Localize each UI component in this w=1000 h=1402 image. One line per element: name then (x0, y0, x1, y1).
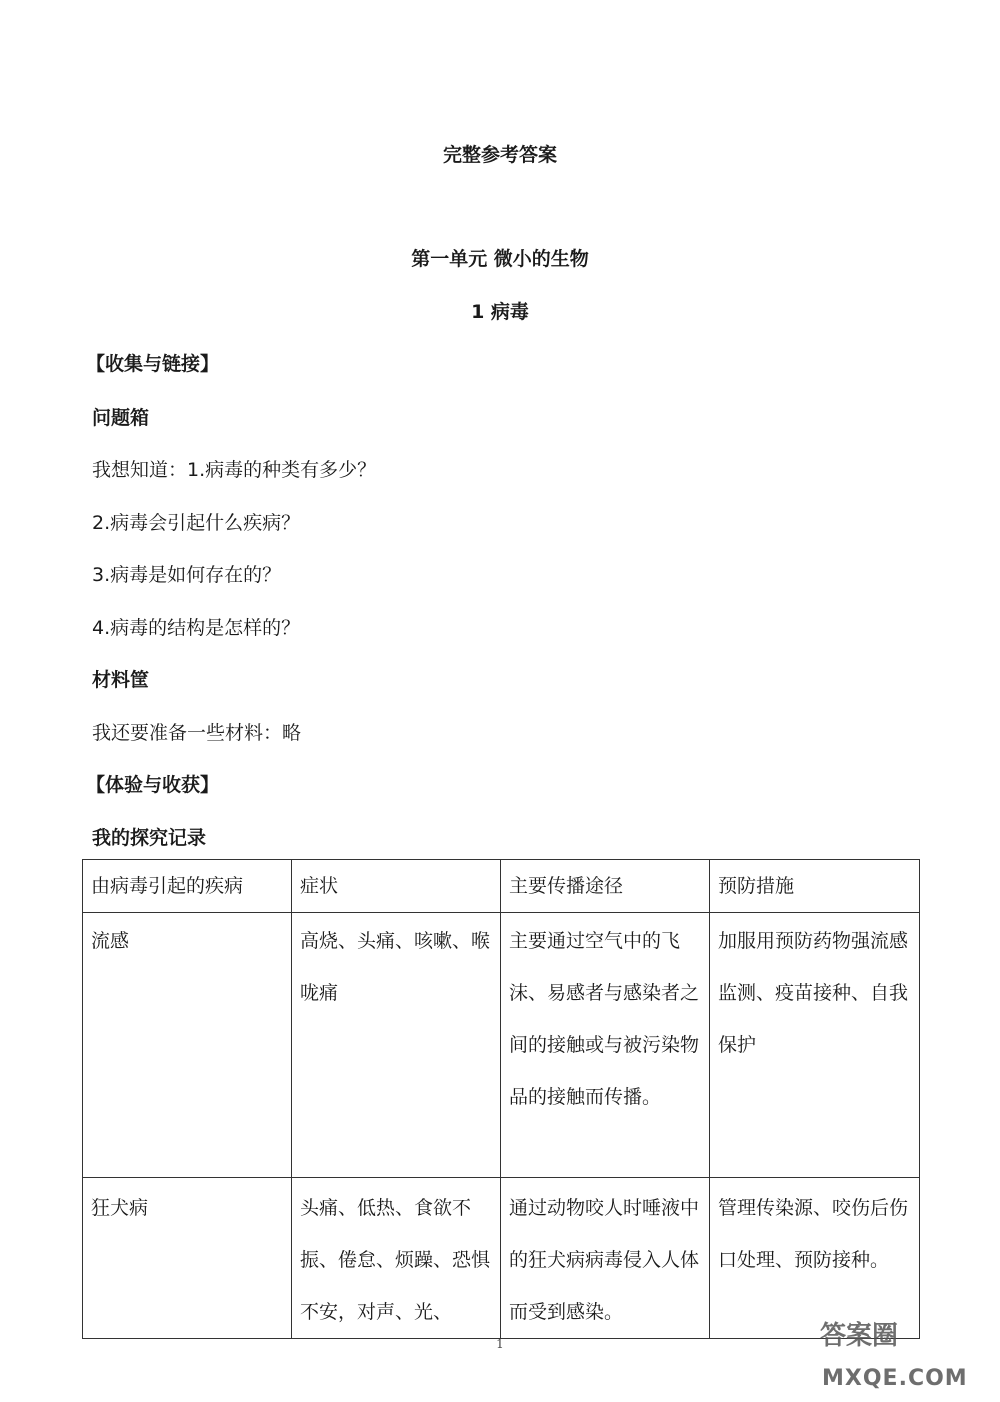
table-cell-prevention: 管理传染源、咬伤后伤口处理、预防接种。 (710, 1178, 920, 1339)
question-line-4: 4.病毒的结构是怎样的？ (92, 617, 301, 639)
table-cell-symptoms: 高烧、头痛、咳嗽、喉咙痛 (292, 913, 501, 1178)
table-header-cell: 由病毒引起的疾病 (83, 860, 292, 913)
table-cell-transmission: 主要通过空气中的飞沫、易感者与感染者之间的接触或与被污染物品的接触而传播。 (501, 913, 710, 1178)
exploration-record-table (82, 859, 920, 1339)
question-line-3: 3.病毒是如何存在的？ (92, 564, 282, 586)
table-cell-prevention: 加服用预防药物强流感监测、疫苗接种、自我保护 (710, 913, 920, 1178)
watermark-logo: 答案圈 (820, 1321, 899, 1351)
table-header-cell: 主要传播途径 (501, 860, 710, 913)
material-line: 我还要准备一些材料：略 (92, 722, 302, 744)
table-header-cell: 预防措施 (710, 860, 920, 913)
table-cell-symptoms: 头痛、低热、食欲不振、倦怠、烦躁、恐惧不安，对声、光、 (292, 1178, 501, 1339)
document-title: 完整参考答案 (442, 144, 557, 166)
question-line-1: 我想知道：1.病毒的种类有多少？ (92, 459, 377, 481)
lesson-title: 1 病毒 (471, 301, 529, 323)
unit-title: 第一单元 微小的生物 (411, 248, 589, 270)
table-row (83, 913, 920, 1178)
table-header-cell: 症状 (292, 860, 501, 913)
table-row (83, 1178, 920, 1339)
table-header-row (83, 860, 920, 913)
table-cell-disease: 流感 (83, 913, 292, 1178)
material-heading: 材料筐 (92, 669, 150, 691)
table-cell-transmission: 通过动物咬人时唾液中的狂犬病病毒侵入人体而受到感染。 (501, 1178, 710, 1339)
table-cell-disease: 狂犬病 (83, 1178, 292, 1339)
section-collect-heading: 【收集与链接】 (86, 353, 220, 375)
section-experience-heading: 【体验与收获】 (86, 774, 220, 796)
question-line-2: 2.病毒会引起什么疾病？ (92, 512, 301, 534)
watermark-url: MXQE.COM (822, 1366, 968, 1391)
record-heading: 我的探究记录 (92, 827, 207, 849)
question-box-heading: 问题箱 (92, 407, 150, 429)
page-number: 1 (496, 1337, 504, 1351)
